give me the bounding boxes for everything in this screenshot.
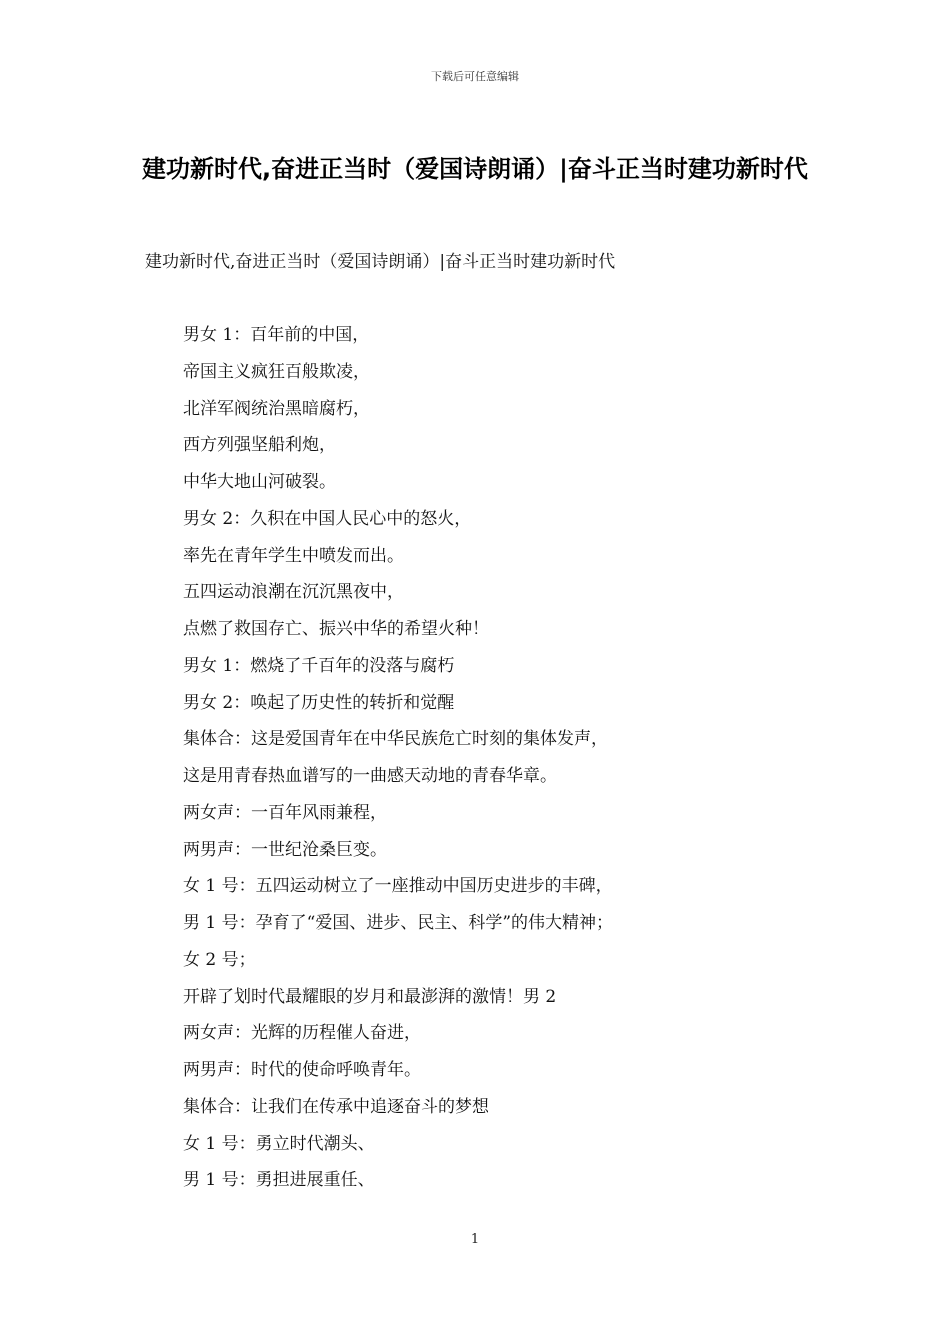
poem-line: 男女 1：百年前的中国，: [183, 325, 370, 345]
document-title: 建功新时代,奋进正当时（爱国诗朗诵）|奋斗正当时建功新时代: [142, 155, 808, 183]
poem-line: 帝国主义疯狂百般欺凌，: [183, 361, 370, 382]
poem-line: 开辟了划时代最耀眼的岁月和最澎湃的激情！男 2: [183, 986, 557, 1007]
poem-line: 两女声：光辉的历程催人奋进，: [183, 1023, 421, 1044]
poem-line: 男女 2：久积在中国人民心中的怒火，: [183, 508, 472, 529]
poem-line: 点燃了救国存亡、振兴中华的希望火种！: [183, 619, 489, 639]
poem-line: 这是用青春热血谱写的一曲感天动地的青春华章。: [183, 766, 557, 786]
poem-line: 两男声：一世纪沧桑巨变。: [183, 839, 387, 860]
poem-line: 五四运动浪潮在沉沉黑夜中，: [183, 582, 404, 603]
poem-line: 男 1 号：孕育了“爱国、进步、民主、科学”的伟大精神；: [183, 913, 614, 933]
poem-line: 率先在青年学生中喷发而出。: [183, 545, 404, 566]
poem-line: 集体合：这是爱国青年在中华民族危亡时刻的集体发声，: [183, 729, 608, 750]
poem-line: 女 2 号；: [183, 949, 256, 970]
poem-line: 集体合：让我们在传承中追逐奋斗的梦想: [183, 1096, 489, 1117]
poem-line: 两女声：一百年风雨兼程，: [183, 802, 387, 823]
page-header: 下载后可任意编辑: [431, 70, 519, 83]
poem-line: 北洋军阀统治黑暗腐朽，: [183, 398, 370, 419]
poem-body: [183, 321, 823, 1203]
poem-line: 两男声：时代的使命呼唤青年。: [183, 1060, 421, 1080]
poem-line: 女 1 号：五四运动树立了一座推动中国历史进步的丰碑，: [183, 876, 613, 897]
document-subtitle: 建功新时代,奋进正当时（爱国诗朗诵）|奋斗正当时建功新时代: [145, 252, 616, 272]
poem-line: 男 1 号：勇担进展重任、: [183, 1170, 375, 1191]
poem-line: 中华大地山河破裂。: [183, 472, 336, 492]
poem-line: 男女 1：燃烧了千百年的没落与腐朽: [183, 655, 455, 676]
poem-line: 西方列强坚船利炮，: [183, 435, 336, 456]
poem-line: 女 1 号：勇立时代潮头、: [183, 1133, 375, 1154]
page-number: 1: [470, 1232, 480, 1247]
poem-line: 男女 2：唤起了历史性的转折和觉醒: [183, 692, 455, 713]
